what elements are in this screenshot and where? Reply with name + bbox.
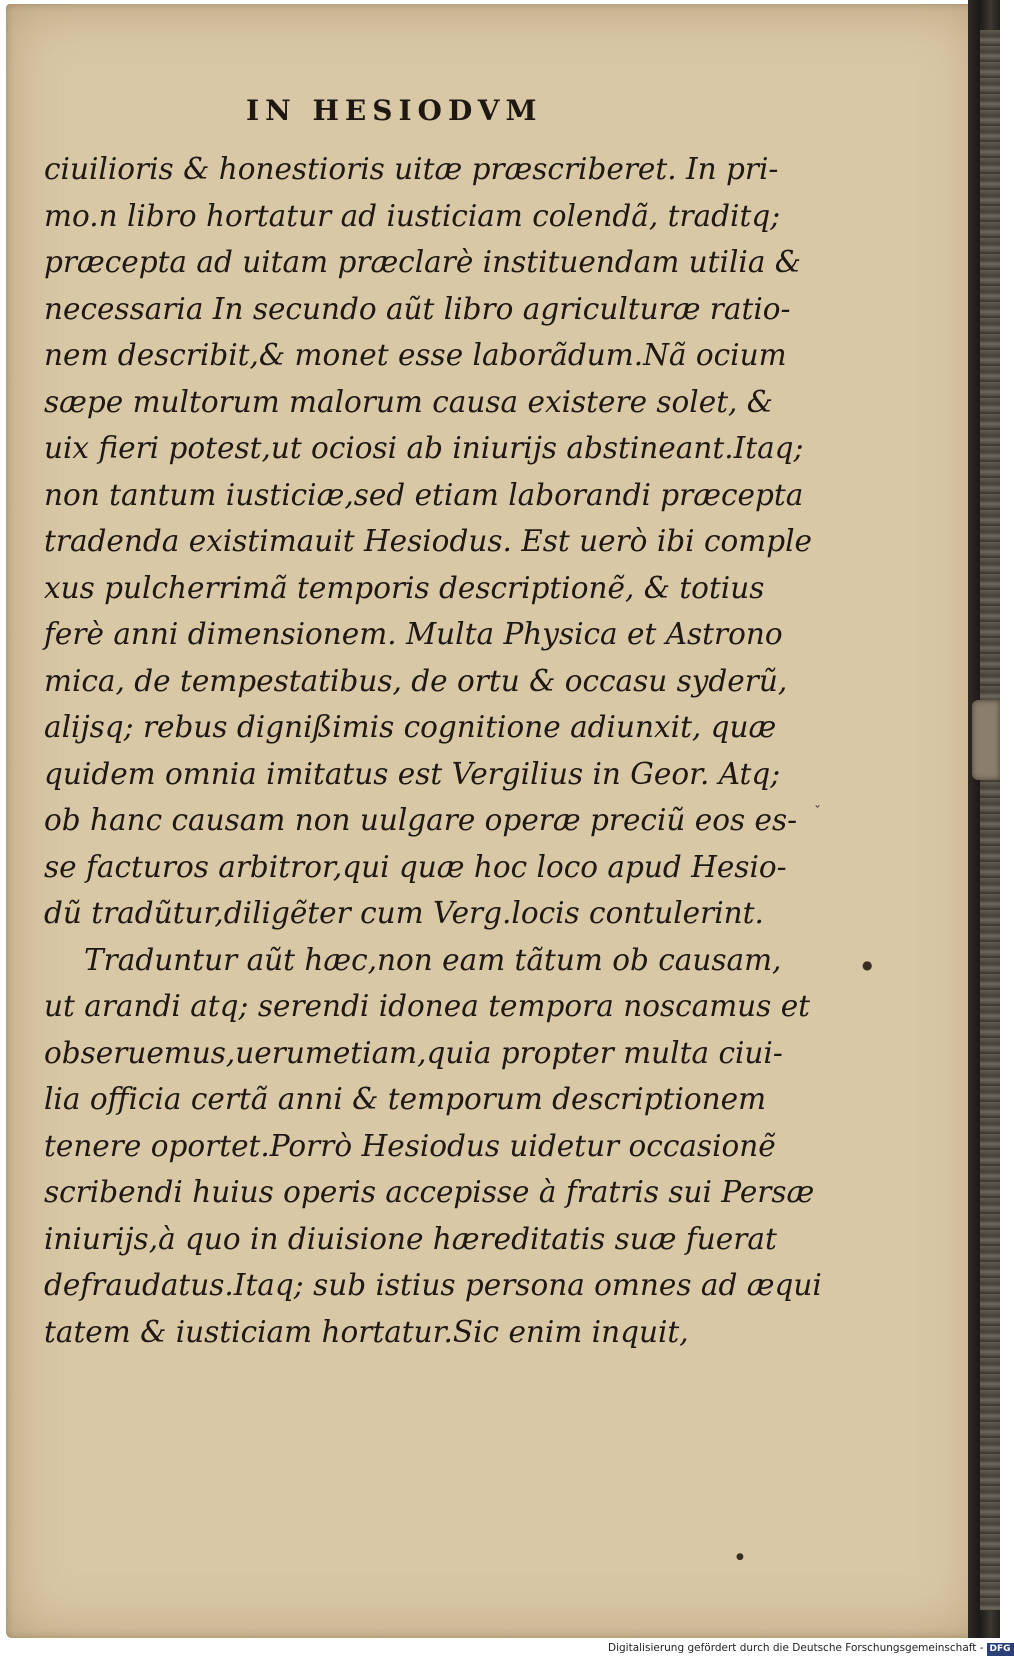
text-line: ferè anni dimensionem. Multa Physica et Astrono (44, 617, 783, 651)
text-line: obseruemus,uerumetiam,quia propter multa ciui- (44, 1035, 783, 1070)
text-line: uix fieri potest,ut ociosi ab iniurijs abstineant.Itaq; (44, 431, 804, 465)
text-line: non tantum iusticiæ,sed etiam laborandi præcepta (44, 477, 804, 512)
text-line: dũ tradũtur,diligẽter cum Verg.locis contulerint. (44, 896, 764, 930)
text-line: se facturos arbitror,qui quæ hoc loco apud Hesio- (44, 849, 787, 884)
ink-speck: ● (736, 1552, 744, 1562)
text-line: nem describit,& monet esse laborãdum.Nã ocium (44, 338, 787, 372)
body-text (44, 146, 822, 1355)
text-line: iniurijs,à quo in diuisione hæreditatis suæ fuerat (44, 1221, 777, 1256)
running-header: IN HESIODVM (246, 94, 543, 127)
text-line: ciuilioris & honestioris uitæ præscriberet. In pri- (44, 152, 779, 186)
text-line: scribendi huius operis accepisse à fratris sui Persæ (44, 1175, 815, 1209)
text-line: tenere oportet.Porrò Hesiodus uidetur occasionẽ (44, 1128, 776, 1163)
text-line: tatem & iusticiam hortatur.Sic enim inquit, (44, 1314, 689, 1349)
text-line: necessaria In secundo aũt libro agriculturæ ratio- (44, 291, 791, 326)
book-page (6, 4, 982, 1638)
credit-text: Digitalisierung gefördert durch die Deutsche Forschungsgemeinschaft - (608, 1642, 984, 1654)
text-line: sæpe multorum malorum causa existere solet, & (44, 384, 774, 419)
text-line: tradenda existimauit Hesiodus. Est uerò ibi comple (44, 524, 812, 558)
ink-speck: ˇ (814, 804, 821, 820)
binding-strap (972, 700, 1000, 780)
text-line: præcepta ad uitam præclarè instituendam utilia & (44, 245, 802, 279)
text-line: ut arandi atq; serendi idonea tempora noscamus et (44, 989, 811, 1023)
binding-spine (980, 30, 1000, 1610)
dfg-logo: DFG (987, 1643, 1014, 1656)
digitization-credit (608, 1638, 1011, 1658)
text-line: Traduntur aũt hæc,non eam tãtum ob causam, (84, 942, 782, 977)
text-line: lia officia certã anni & temporum descriptionem (44, 1082, 767, 1116)
text-line: mo.n libro hortatur ad iusticiam colendã, traditq; (44, 198, 781, 233)
text-line: alijsq; rebus dignißimis cognitione adiunxit, quæ (44, 710, 777, 744)
text-line: mica, de tempestatibus, de ortu & occasu syderũ, (44, 663, 788, 698)
text-line: defraudatus.Itaq; sub istius persona omnes ad æqui (44, 1268, 822, 1302)
text-line: xus pulcherrimã temporis descriptionẽ, & totius (44, 570, 765, 605)
text-line: ob hanc causam non uulgare operæ preciũ eos es- (44, 803, 798, 837)
ink-speck: ● (862, 958, 873, 972)
text-line: quidem omnia imitatus est Vergilius in Geor. Atq; (44, 756, 781, 791)
